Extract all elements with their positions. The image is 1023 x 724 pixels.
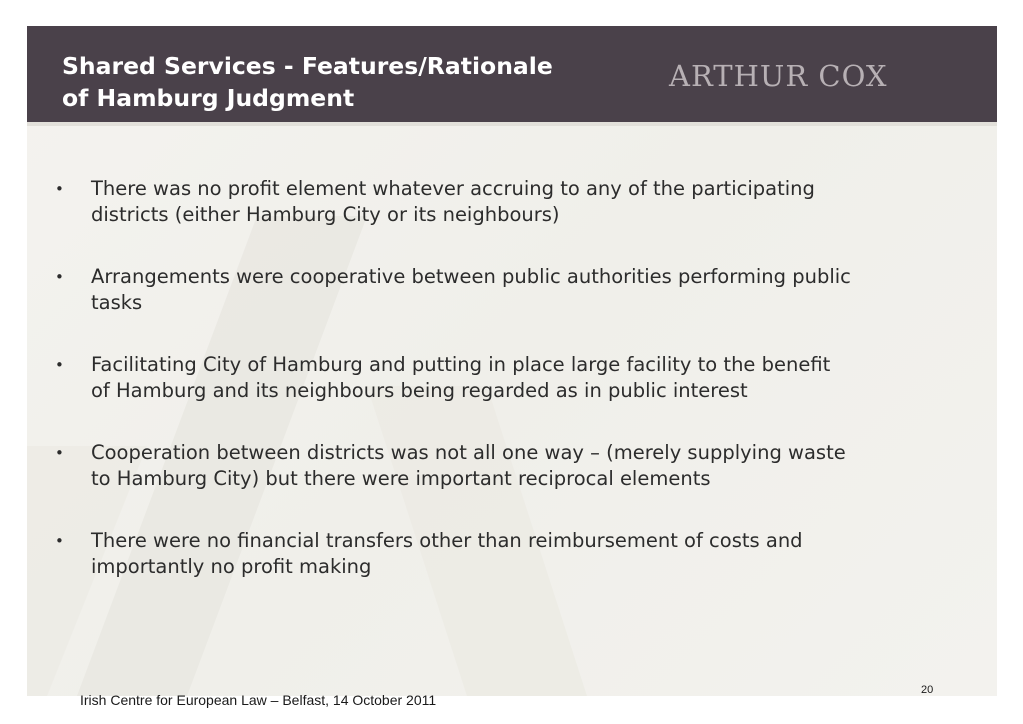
bullet-icon: •: [55, 444, 64, 462]
bullet-line: There were no financial transfers other than reimbursement of costs and: [91, 529, 803, 552]
slide-title-line-2: of Hamburg Judgment: [62, 84, 355, 112]
slide: [27, 26, 997, 696]
bullet-line: Cooperation between districts was not all one way – (merely supplying waste: [91, 441, 846, 464]
bullet-line: tasks: [91, 291, 143, 314]
bullet-icon: •: [55, 532, 64, 550]
bullet-item: [53, 440, 953, 492]
bullet-line: to Hamburg City) but there were important reciprocal elements: [91, 467, 711, 490]
slide-title-line-1: Shared Services - Features/Rationale: [62, 52, 553, 80]
bullet-icon: •: [55, 356, 64, 374]
bullet-line: districts (either Hamburg City or its neighbours): [91, 203, 560, 226]
bullet-list: [53, 176, 953, 616]
bullet-line: Arrangements were cooperative between public authorities performing public: [91, 265, 851, 288]
bullet-item: [53, 352, 953, 404]
arthur-cox-logo: ARTHUR COX: [669, 59, 888, 93]
bullet-line: of Hamburg and its neighbours being regarded as in public interest: [91, 379, 748, 402]
slide-title: [62, 50, 642, 114]
bullet-line: importantly no profit making: [91, 555, 372, 578]
bullet-line: Facilitating City of Hamburg and putting in place large facility to the benefit: [91, 353, 831, 376]
bullet-line: There was no profit element whatever accruing to any of the participating: [91, 177, 815, 200]
bullet-item: [53, 176, 953, 228]
bullet-icon: •: [55, 180, 64, 198]
footer-text: Irish Centre for European Law – Belfast, 14 October 2011: [80, 692, 437, 708]
slide-header: [27, 26, 997, 126]
bullet-icon: •: [55, 268, 64, 286]
bullet-item: [53, 528, 953, 580]
page-number: 20: [921, 684, 934, 696]
bullet-item: [53, 264, 953, 316]
